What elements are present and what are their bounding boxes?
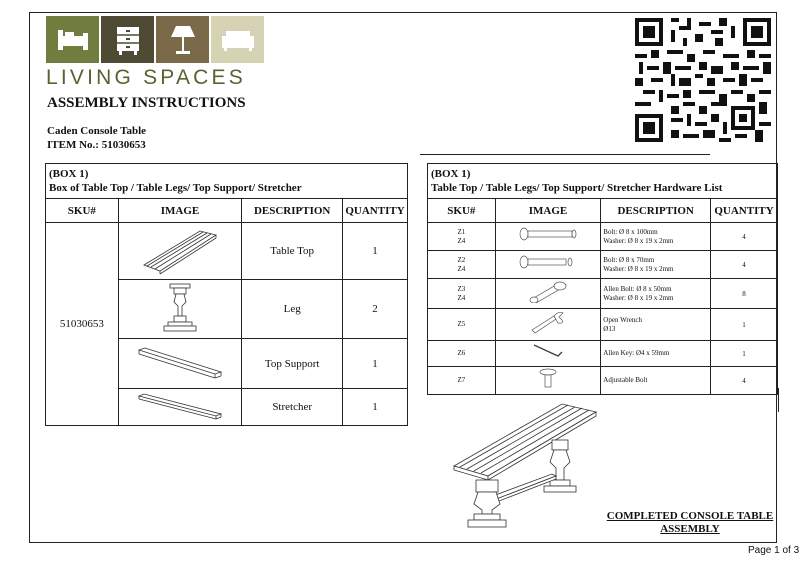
desc-line: Bolt: Ø 8 x 70mm: [603, 255, 655, 264]
bolt-70-image: [495, 251, 601, 279]
column-separator: [778, 388, 779, 412]
part-quantity: 1: [343, 223, 408, 280]
hardware-quantity: 4: [711, 223, 778, 251]
header-sku: SKU#: [46, 199, 119, 223]
page-title: ASSEMBLY INSTRUCTIONS: [47, 95, 246, 111]
hardware-quantity: 4: [711, 251, 778, 279]
part-description: Table Top: [242, 223, 343, 280]
table-row: [428, 279, 778, 309]
parts-table: [45, 163, 408, 426]
parts-sku: 51030653: [46, 223, 119, 426]
part-description: Stretcher: [242, 389, 343, 426]
header-quantity: QUANTITY: [343, 199, 408, 223]
sku-code: Z4: [457, 236, 466, 245]
item-number: ITEM No.: 51030653: [47, 139, 146, 151]
lamp-icon: [156, 16, 209, 63]
hardware-box-title: Table Top / Table Legs/ Top Support/ Stretcher Hardware List: [431, 182, 723, 194]
part-quantity: 1: [343, 339, 408, 389]
hardware-box-header: [428, 164, 778, 199]
hardware-description: [601, 279, 711, 309]
parts-box-label: (BOX 1): [49, 168, 89, 180]
sku-code: Z4: [457, 293, 466, 302]
sku-code: Z6: [457, 349, 466, 357]
living-spaces-logo: [46, 16, 264, 90]
desc-line: Adjustable Bolt: [603, 376, 648, 384]
sku-code: Z3: [457, 284, 466, 293]
table-row: [428, 223, 778, 251]
table-row: [428, 309, 778, 341]
allen-key-icon: [495, 341, 601, 367]
product-name: Caden Console Table: [47, 125, 147, 137]
hardware-description: [601, 367, 711, 395]
hardware-quantity: 1: [711, 309, 778, 341]
desc-line: Open Wrench: [603, 315, 642, 324]
header-sku: SKU#: [428, 199, 496, 223]
completed-caption: [605, 510, 775, 536]
desc-line: Washer: Ø 8 x 19 x 2mm: [603, 264, 674, 273]
part-quantity: 2: [343, 280, 408, 339]
hardware-sku: [428, 309, 496, 341]
table-row: [428, 251, 778, 279]
header-image: IMAGE: [495, 199, 601, 223]
hardware-sku: [428, 279, 496, 309]
completed-table-illustration: [448, 400, 616, 528]
desc-line: Allen Key: Ø4 x 59mm: [603, 349, 670, 357]
header-image: IMAGE: [118, 199, 242, 223]
hardware-sku: [428, 341, 496, 367]
part-description: Leg: [242, 280, 343, 339]
hardware-description: [601, 341, 711, 367]
caption-line: ASSEMBLY: [660, 523, 720, 535]
table-row: [428, 367, 778, 395]
desc-line: Ø13: [603, 324, 616, 333]
sku-code: Z7: [457, 376, 466, 384]
sku-code: Z2: [457, 255, 466, 264]
parts-box-header: [46, 164, 408, 199]
hardware-sku: [428, 367, 496, 395]
part-quantity: 1: [343, 389, 408, 426]
caption-line: COMPLETED CONSOLE TABLE: [606, 510, 774, 522]
desc-line: Allen Bolt: Ø 8 x 50mm: [603, 284, 672, 293]
product-info: [47, 124, 146, 152]
leg-image: [118, 280, 242, 339]
sofa-icon: [211, 16, 264, 63]
hardware-quantity: 8: [711, 279, 778, 309]
part-description: Top Support: [242, 339, 343, 389]
hardware-box-label: (BOX 1): [431, 168, 471, 180]
desc-line: Bolt: Ø 8 x 100mm: [603, 227, 658, 236]
bolt-100-image: [495, 223, 601, 251]
parts-box-title: Box of Table Top / Table Legs/ Top Support/ Stretcher: [49, 182, 302, 194]
hardware-quantity: 1: [711, 341, 778, 367]
sku-code: Z1: [457, 227, 466, 236]
header-rule: [420, 154, 710, 155]
header-description: DESCRIPTION: [601, 199, 711, 223]
header-description: DESCRIPTION: [242, 199, 343, 223]
wrench-icon: [495, 309, 601, 341]
table-top-image: [118, 223, 242, 280]
hardware-description: [601, 309, 711, 341]
header-quantity: QUANTITY: [711, 199, 778, 223]
table-row: [428, 341, 778, 367]
desc-line: Washer: Ø 8 x 19 x 2mm: [603, 236, 674, 245]
hardware-sku: [428, 223, 496, 251]
hardware-table: [427, 163, 778, 395]
desc-line: Washer: Ø 8 x 19 x 2mm: [603, 293, 674, 302]
table-row: [46, 223, 408, 280]
top-support-image: [118, 339, 242, 389]
sku-code: Z5: [457, 320, 466, 328]
hardware-sku: [428, 251, 496, 279]
page-number: Page 1 of 3: [748, 545, 800, 556]
bed-icon: [46, 16, 99, 63]
allen-bolt-image: [495, 279, 601, 309]
hardware-quantity: 4: [711, 367, 778, 395]
brand-name: LIVING SPACES: [46, 66, 246, 89]
qr-code: [635, 18, 771, 142]
adjustable-bolt-icon: [495, 367, 601, 395]
hardware-description: [601, 223, 711, 251]
sku-code: Z4: [457, 264, 466, 273]
hardware-description: [601, 251, 711, 279]
stretcher-image: [118, 389, 242, 426]
dresser-icon: [101, 16, 154, 63]
